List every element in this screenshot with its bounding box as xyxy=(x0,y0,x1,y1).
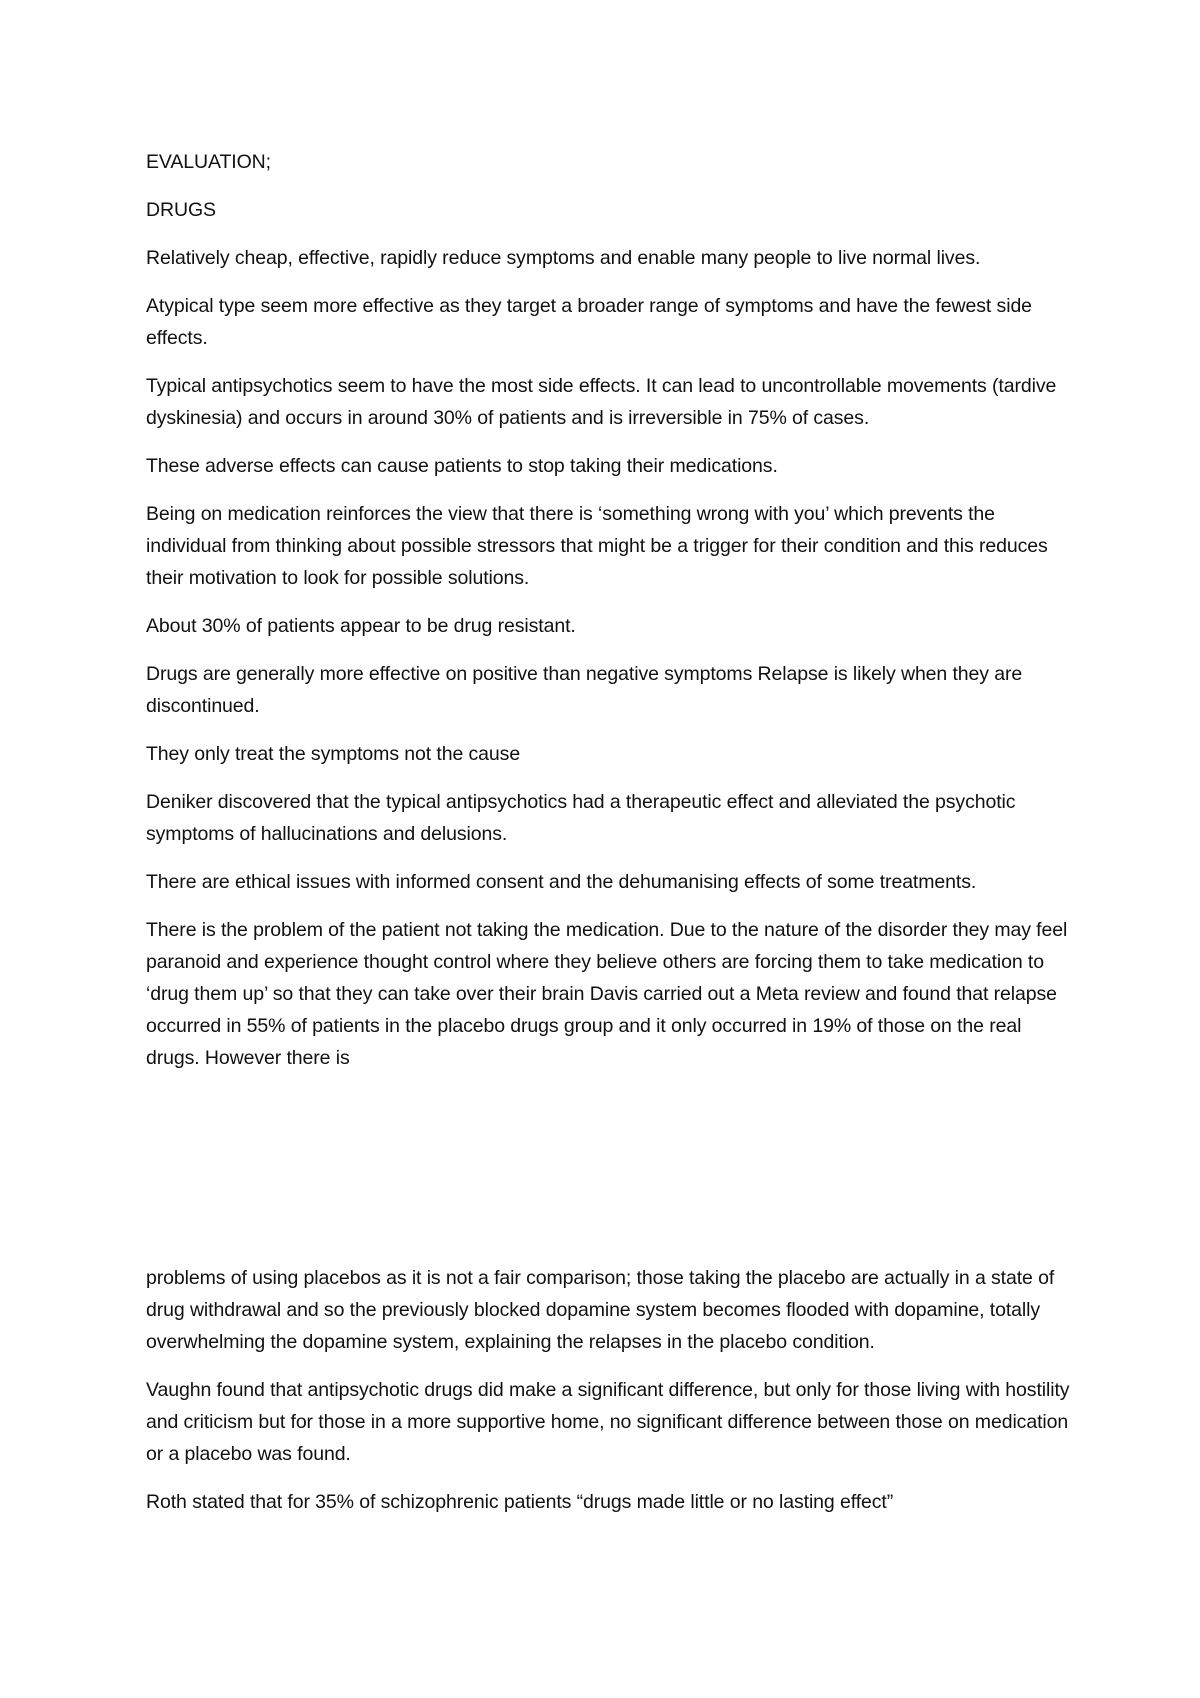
paragraph: Deniker discovered that the typical antipsychotics had a therapeutic effect and alleviated the psychotic symptoms of hallucinations and delusions. xyxy=(146,791,1016,845)
paragraph: They only treat the symptoms not the cause xyxy=(146,743,521,765)
paragraph: There is the problem of the patient not taking the medication. Due to the nature of the disorder they may feel paranoid and experience thought control where they believe others are forcing them to take medication to ‘drug them up’ so that they can take over their brain Davis carried out a Meta review and found that relapse occurred in 55% of patients in the placebo drugs group and it only occurred in 19% of those on the real drugs. However there is xyxy=(146,919,1068,1069)
paragraph: problems of using placebos as it is not a fair comparison; those taking the placebo are actually in a state of drug withdrawal and so the previously blocked dopamine system becomes flooded with dopamine, totally overwhelming the dopamine system, explaining the relapses in the placebo condition. xyxy=(146,1267,1055,1353)
paragraph: Vaughn found that antipsychotic drugs did make a significant difference, but only for those living with hostility and criticism but for those in a more supportive home, no significant difference between those on medication or a placebo was found. xyxy=(146,1379,1070,1465)
paragraph: Being on medication reinforces the view that there is ‘something wrong with you’ which prevents the individual from thinking about possible stressors that might be a trigger for their condition and this reduces their motivation to look for possible solutions. xyxy=(146,503,1048,589)
subheading-drugs: DRUGS xyxy=(146,199,216,221)
paragraph: Atypical type seem more effective as they target a broader range of symptoms and have the fewest side effects. xyxy=(146,295,1032,349)
heading-evaluation: EVALUATION; xyxy=(146,151,271,173)
paragraph: Typical antipsychotics seem to have the most side effects. It can lead to uncontrollable movements (tardive dyskinesia) and occurs in around 30% of patients and is irreversible in 75% of cases. xyxy=(146,375,1057,429)
paragraph: There are ethical issues with informed consent and the dehumanising effects of some treatments. xyxy=(146,871,977,893)
paragraph: Relatively cheap, effective, rapidly reduce symptoms and enable many people to live normal lives. xyxy=(146,247,981,269)
paragraph: Roth stated that for 35% of schizophrenic patients “drugs made little or no lasting effect” xyxy=(146,1491,894,1513)
text-block-continued xyxy=(146,1262,1076,1534)
paragraph: About 30% of patients appear to be drug resistant. xyxy=(146,615,576,637)
paragraph: Drugs are generally more effective on positive than negative symptoms Relapse is likely when they are discontinued. xyxy=(146,663,1023,717)
paragraph: These adverse effects can cause patients to stop taking their medications. xyxy=(146,455,778,477)
text-block-main xyxy=(146,146,1076,1090)
